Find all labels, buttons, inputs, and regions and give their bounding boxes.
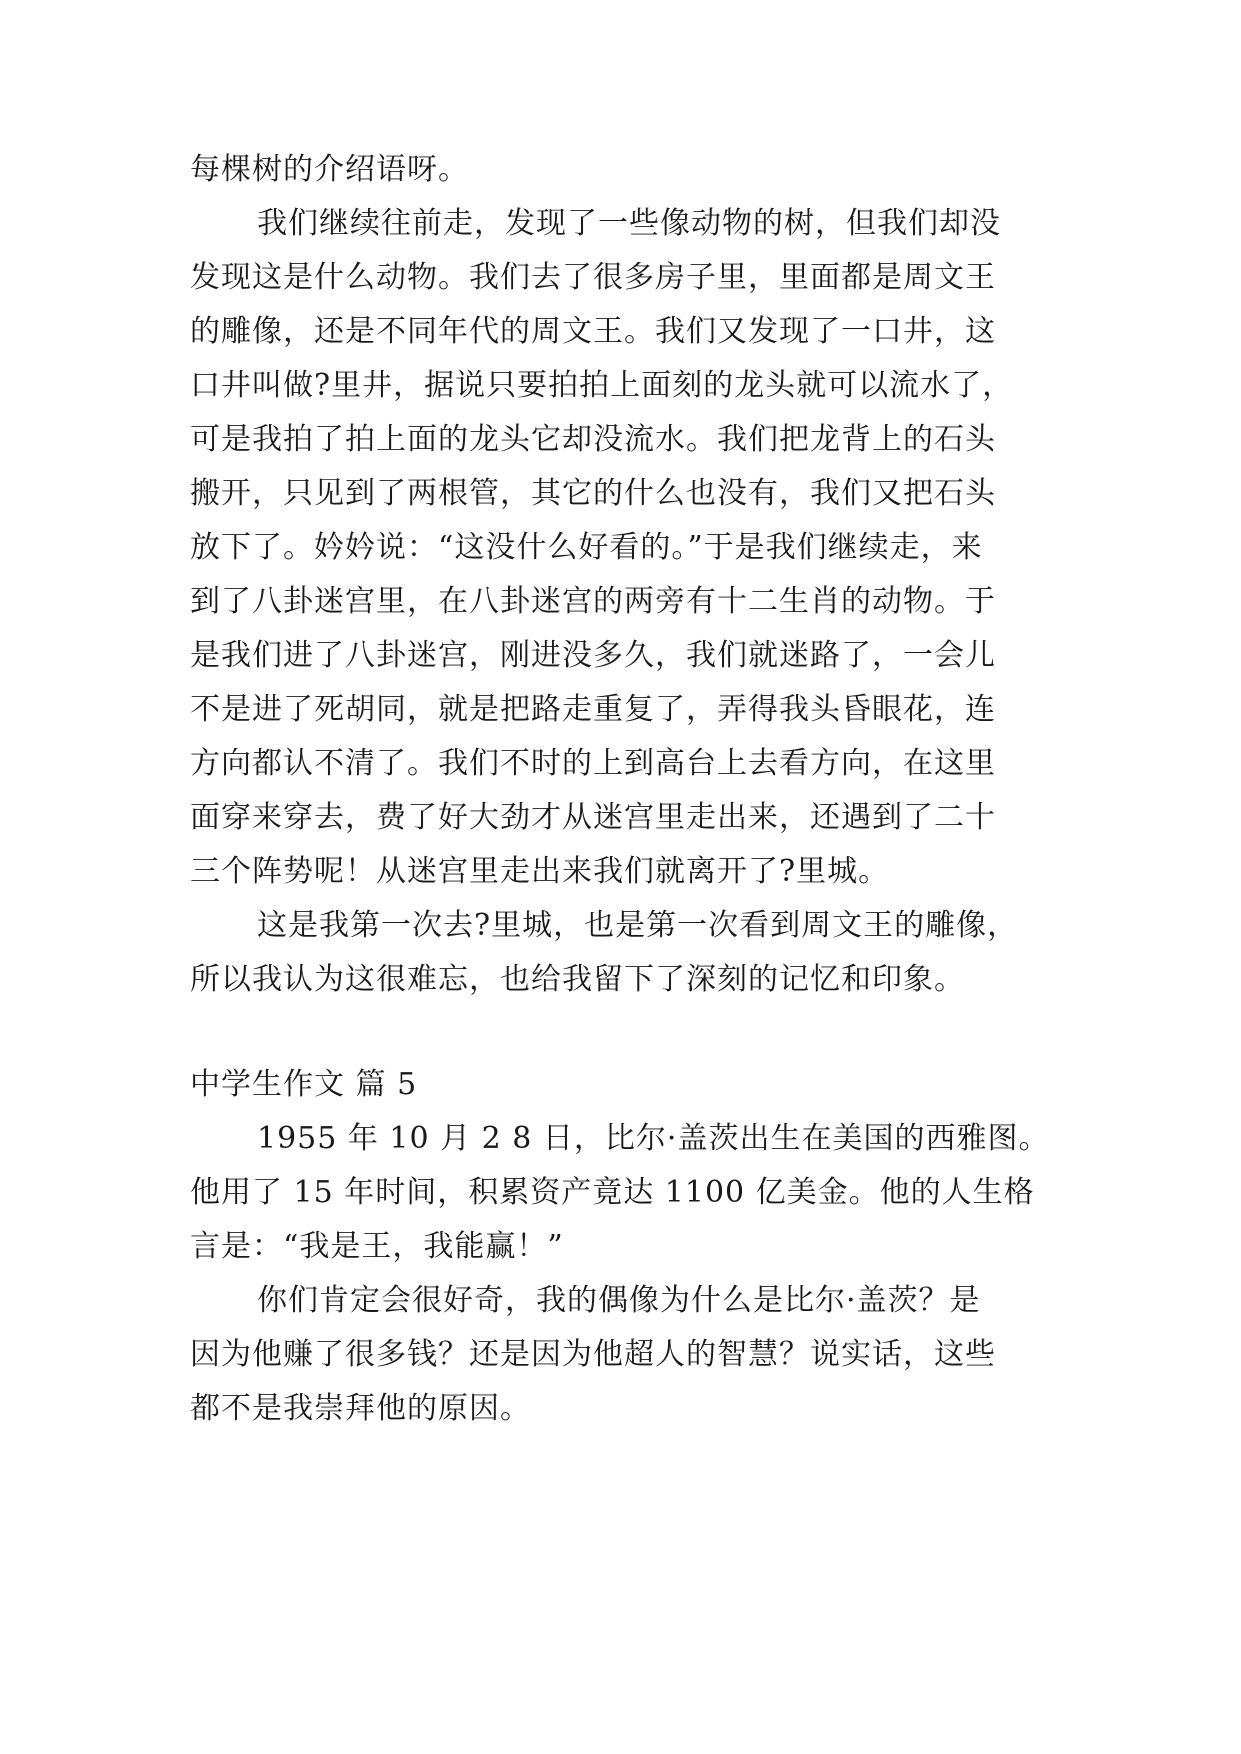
text-line: 都不是我崇拜他的原因。: [190, 1391, 531, 1426]
text-line: 发现这是什么动物。我们去了很多房子里，里面都是周文王: [190, 260, 996, 295]
text-line: 三个阵势呢！从迷宫里走出来我们就离开了?里城。: [190, 854, 890, 889]
paragraph-start-line: 1955 年 10 月 2 8 日，比尔·盖茨出生在美国的西雅图。: [257, 1121, 1050, 1156]
text-line: 因为他赚了很多钱？还是因为他超人的智慧？说实话，这些: [190, 1337, 996, 1372]
text-line: 放下了。妗妗说：“这没什么好看的。”于是我们继续走，来: [190, 530, 983, 565]
text-line: 是我们进了八卦迷宫，刚进没多久，我们就迷路了，一会儿: [190, 638, 996, 673]
paragraph-start-line: 我们继续往前走，发现了一些像动物的树，但我们却没: [257, 206, 1001, 241]
section-heading: 中学生作文 篇 5: [190, 1067, 418, 1102]
paragraph-start-line: 这是我第一次去?里城，也是第一次看到周文王的雕像，: [257, 908, 1019, 943]
text-line: 的雕像，还是不同年代的周文王。我们又发现了一口井，这: [190, 314, 996, 349]
text-line: 他用了 15 年时间，积累资产竟达 1100 亿美金。他的人生格: [190, 1175, 1035, 1210]
text-line: 方向都认不清了。我们不时的上到高台上去看方向，在这里: [190, 746, 996, 781]
text-line: 口井叫做?里井，据说只要拍拍上面刻的龙头就可以流水了，: [190, 368, 1014, 403]
text-line: 不是进了死胡同，就是把路走重复了，弄得我头昏眼花，连: [190, 692, 996, 727]
text-line: 面穿来穿去，费了好大劲才从迷宫里走出来，还遇到了二十: [190, 800, 996, 835]
text-line: 可是我拍了拍上面的龙头它却没流水。我们把龙背上的石头: [190, 422, 996, 457]
text-line: 所以我认为这很难忘，也给我留下了深刻的记忆和印象。: [190, 962, 965, 997]
paragraph-start-line: 你们肯定会很好奇，我的偶像为什么是比尔·盖茨？是: [257, 1283, 981, 1318]
text-line: 每棵树的介绍语呀。: [190, 152, 469, 187]
text-line: 到了八卦迷宫里，在八卦迷宫的两旁有十二生肖的动物。于: [190, 584, 996, 619]
text-line: 言是：“我是王，我能赢！”: [190, 1229, 564, 1264]
text-line: 搬开，只见到了两根管，其它的什么也没有，我们又把石头: [190, 476, 996, 511]
